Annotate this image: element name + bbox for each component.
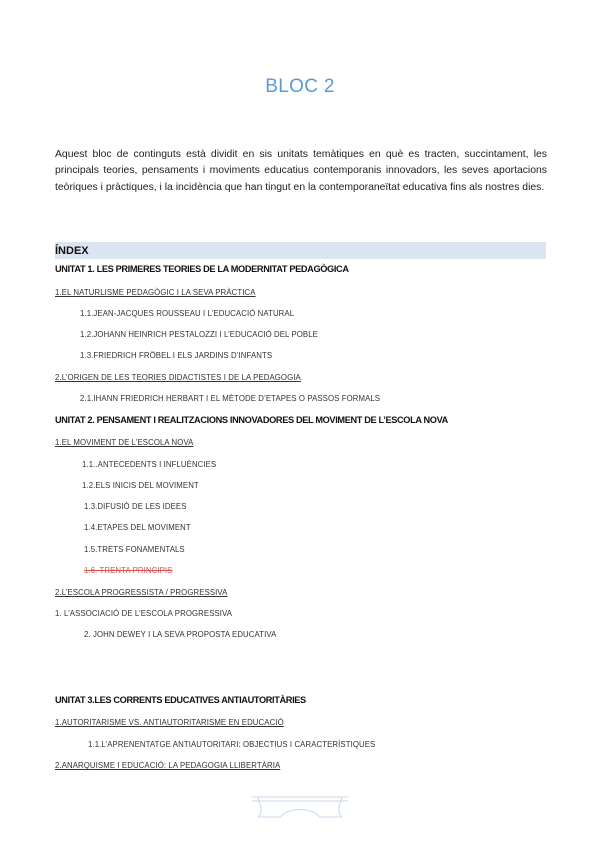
unit-2-item-1-5: 1.5.TRETS FONAMENTALS xyxy=(84,545,185,554)
intro-paragraph: Aquest bloc de continguts està dividit en sis unitats temàtiques en què es tracten, succintament, les principals teories, pensaments i moviments educatius contemporanis innovadors, les seves aportacions teòriques i pràctiques, i la incidència que han tingut en la contemporaneïtat educativa fins als nostres dies. xyxy=(55,149,547,193)
unit-1-item-2-1: 2.1.IHANN FRIEDRICH HERBART I EL MÈTODE D’ETAPES O PASSOS FORMALS xyxy=(80,394,381,403)
unit-3-section-1[interactable]: 1.AUTORITARISME VS. ANTIAUTORITARISME EN EDUCACIÓ xyxy=(55,718,284,727)
unit-3-title: UNITAT 3.LES CORRENTS EDUCATIVES ANTIAUTORITÀRIES xyxy=(55,695,306,705)
unit-1-item-1-2: 1.2.JOHANN HEINRICH PESTALOZZI I L’EDUCACIÓ DEL POBLE xyxy=(80,330,318,339)
unit-2-section-2[interactable]: 2.L’ESCOLA PROGRESSISTA / PROGRESSIVA xyxy=(55,588,228,597)
unit-2-item-1-3: 1.3.DIFUSIÓ DE LES IDEES xyxy=(84,502,187,511)
unit-1-title: UNITAT 1. LES PRIMERES TEORIES DE LA MODERNITAT PEDAGÒGICA xyxy=(55,264,349,274)
unit-2-item-2-1: 1. L’ASSOCIACIÓ DE L’ESCOLA PROGRESSIVA xyxy=(55,609,233,618)
unit-2-item-1-4: 1.4.ETAPES DEL MOVIMENT xyxy=(84,523,191,532)
unit-1-item-1-3: 1.3.FRIEDRICH FRÖBEL I ELS JARDINS D’INFANTS xyxy=(80,351,273,360)
unit-2-item-1-6: 1.6. TRENTA PRINCIPIS xyxy=(84,566,173,575)
index-heading: ÍNDEX xyxy=(55,242,546,259)
page-title: BLOC 2 xyxy=(265,76,335,97)
unit-2-item-1-1: 1.1..ANTECEDENTS I INFLUÈNCIES xyxy=(82,460,217,469)
unit-1-section-2[interactable]: 2.L’ORIGEN DE LES TEORIES DIDACTISTES I DE LA PEDAGOGIA xyxy=(55,373,301,382)
unit-1-section-1[interactable]: 1.EL NATURLISME PEDAGÒGIC I LA SEVA PRÀCTICA xyxy=(55,288,256,297)
unit-3-section-2[interactable]: 2.ANARQUISME I EDUCACIÓ: LA PEDAGOGIA LLIBERTÀRIA xyxy=(55,761,281,770)
unit-2-title: UNITAT 2. PENSAMENT I REALITZACIONS INNOVADORES DEL MOVIMENT DE L’ESCOLA NOVA xyxy=(55,415,448,425)
footer-ornament-icon xyxy=(250,793,350,823)
unit-3-item-1-1: 1.1.L’APRENENTATGE ANTIAUTORITARI: OBJECTIUS I CARACTERÍSTIQUES xyxy=(88,740,376,749)
unit-2-section-1[interactable]: 1.EL MOVIMENT DE L’ESCOLA NOVA xyxy=(55,438,194,447)
unit-2-item-1-2: 1.2.ELS INICIS DEL MOVIMENT xyxy=(82,481,199,490)
unit-2-item-2-2: 2. JOHN DEWEY I LA SEVA PROPOSTA EDUCATIVA xyxy=(84,630,277,639)
unit-1-item-1-1: 1.1.JEAN-JACQUES ROUSSEAU I L’EDUCACIÓ NATURAL xyxy=(80,309,295,318)
